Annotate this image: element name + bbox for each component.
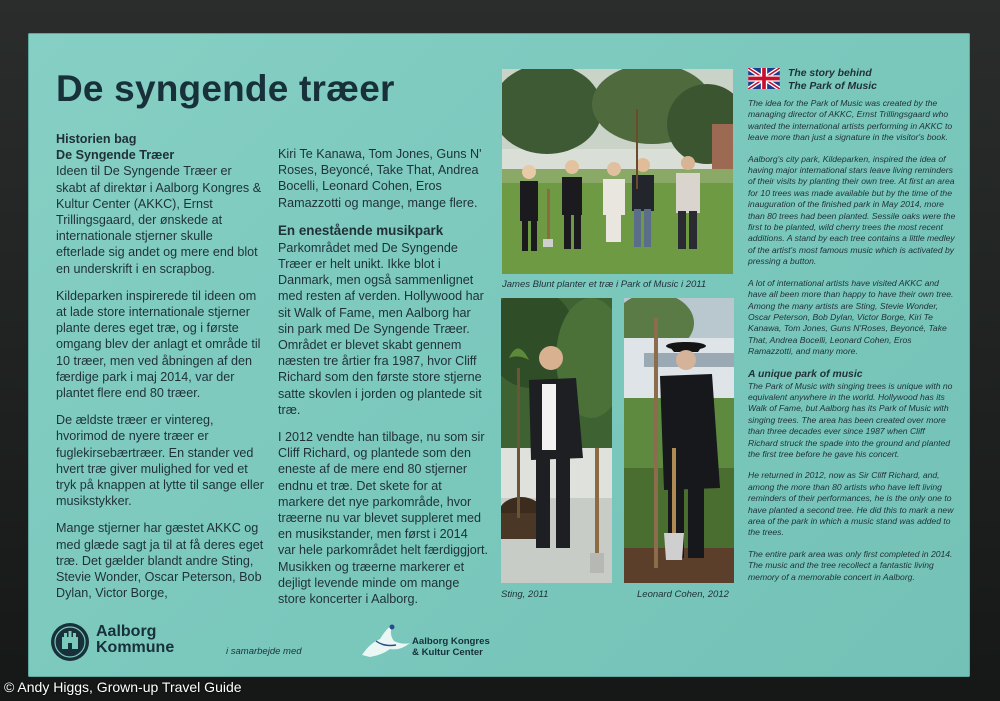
english-paragraph-5: He returned in 2012, now as Sir Cliff Richard, and, among the more than 80 artists who have left living reminders of their performances, he is the only one to have planted a second tree. He did this to mark a new area of the park in which a music stand was added to the trees. [748,470,954,538]
aalborg-line-1: Aalborg [96,623,157,640]
history-heading-1: Historien bag [56,132,137,146]
english-paragraph-6: The entire park area was only first completed in 2014. The music and the tree recollect a fantastic living memory of a memorable concert in Aalborg. [748,548,953,582]
cooperation-text: i samarbejde med [226,646,302,657]
photo-james-blunt-image [502,69,733,274]
danish-paragraph-7: I 2012 vendte han tilbage, nu som sir Cliff Richard, og plantede som den eneste af de mere end 80 stjerner endnu et træ. Det skete for at markere det nye parkområde, hvor træerne nu var blevet suppleret med en musikstander, men først i 2014 var hele parkområdet helt færdiggjort. Musikken og træerne markerer et dejligt levende minde om mange store koncerter i Aalborg. [278,430,488,607]
photo-sting [501,298,612,583]
danish-paragraph-5: Kiri Te Kanawa, Tom Jones, Guns N' Roses, Beyoncé, Take That, Andrea Bocelli, Leonard Cohen, Eros Ramazzotti og mange, mange flere. [278,147,482,210]
danish-paragraph-1: Ideen til De Syngende Træer er skabt af direktør i Aalborg Kongres & Kultur Center (AKKC), Ernst Trillingsgaard, der ønskede at internationale stjerner skulle efterlade sig andet og mere end blot en underskrift i en scrapbog. [56,164,262,276]
english-paragraph-4: The Park of Music with singing trees is unique with no equivalent anywhere in the world. Hollywood has its Walk of Fame, but Aalborg has its Park of Music with singing trees. The area has been created over more than three decades ever since 1987 when Cliff Richard struck the spade into the ground and planted the first tree before he gave his concert. [748,380,953,459]
photo-leonard-cohen-image [624,298,734,583]
akkc-wordmark [412,636,490,658]
danish-column-1 [56,131,264,612]
akkc-dancer-logo-icon [356,621,412,661]
danish-paragraph-4: Mange stjerner har gæstet AKKC og med glæde sagt ja til at få deres eget træ. Det gælder blandt andre Sting, Stevie Wonder, Oscar Peterson, Bob Dylan, Victor Borge, [56,521,264,601]
english-heading-1: The story behind [788,68,872,79]
aalborg-line-2: Kommune [96,639,175,656]
danish-paragraph-2: Kildeparken inspirerede til ideen om at lade store internationale stjerner plante deres eget træ, og i første omgang blev der anlagt et område til 10 træer, men ved åbningen af den færdige park i maj 2014, var der plantet flere end 80 træer. [56,288,261,401]
unique-park-heading: En enestående musikpark [278,222,444,238]
aalborg-kommune-wordmark [96,624,174,656]
photo-sting-image [501,298,612,583]
english-paragraph-2: Aalborg's city park, Kildeparken, inspired the idea of having major international stars leave living reminders of their visits by planting their own tree. At first an area for 10 trees was made available but by the time of the inauguration of the finished park in May 2014, more than 80 trees had been planted. Sessile oaks were the first to be planted, wild cherry trees the most recent additions. A stand by each tree contains a little medley of the artist's most famous music which is activated by pressing a button. [748,153,956,267]
sign-title: De syngende træer [56,68,395,109]
danish-paragraph-3: De ældste træer er vintereg, hvorimod de nyere træer er fuglekirsebærtræer. En stander ved hvert træ giver mulighed for ved et tryk på knappen at lytte til sange eller musikstykker. [56,413,264,509]
english-column [748,67,956,593]
aalborg-kommune-logo-icon [50,622,90,662]
english-heading-2: The Park of Music [788,81,877,92]
akkc-line-1: Aalborg Kongres [412,636,490,647]
danish-paragraph-6: Parkområdet med De Syngende Træer er helt unikt. Ikke blot i Danmark, men også sammenlignet med resten af verden. Hollywood har sit Walk of Fame, men Aalborg har sin park med De Syngende Træer. Området er blevet skabt gennem næsten tre årtier fra 1987, hvor Cliff Richard som den første store stjerne satte skovlen i jorden og plantede sit træ. [278,240,484,417]
caption-james-blunt: James Blunt planter et træ i Park of Music i 2011 [502,279,707,290]
caption-leonard-cohen: Leonard Cohen, 2012 [637,589,729,600]
copyright-watermark: © Andy Higgs, Grown-up Travel Guide [4,679,242,695]
english-paragraph-3: A lot of international artists have visited AKKC and have all been more than happy to have their own tree. Among the many artists are Sting, Stevie Wonder, Oscar Peterson, Bob Dylan, Victor Borge, Kiri Te Kanawa, Tom Jones, Guns N'Roses, Beyoncé, Take That, Andrea Bocelli, Leonard Cohen, Eros Ramazzotti, and many more. [748,277,954,357]
english-paragraph-1: The idea for the Park of Music was created by the managing director of AKKC, Ernst Trillingsgaard who wanted the international artists performing in AKKC to leave more than just a signature in the visitor's book. [748,98,953,143]
caption-sting: Sting, 2011 [501,589,549,600]
akkc-line-2: & Kultur Center [412,647,483,658]
photo-leonard-cohen [624,298,734,583]
history-heading-2: De Syngende Træer [56,148,175,163]
english-unique-heading: A unique park of music [748,368,863,380]
photo-james-blunt [502,69,733,274]
danish-column-2 [278,146,488,618]
english-heading [788,67,956,93]
